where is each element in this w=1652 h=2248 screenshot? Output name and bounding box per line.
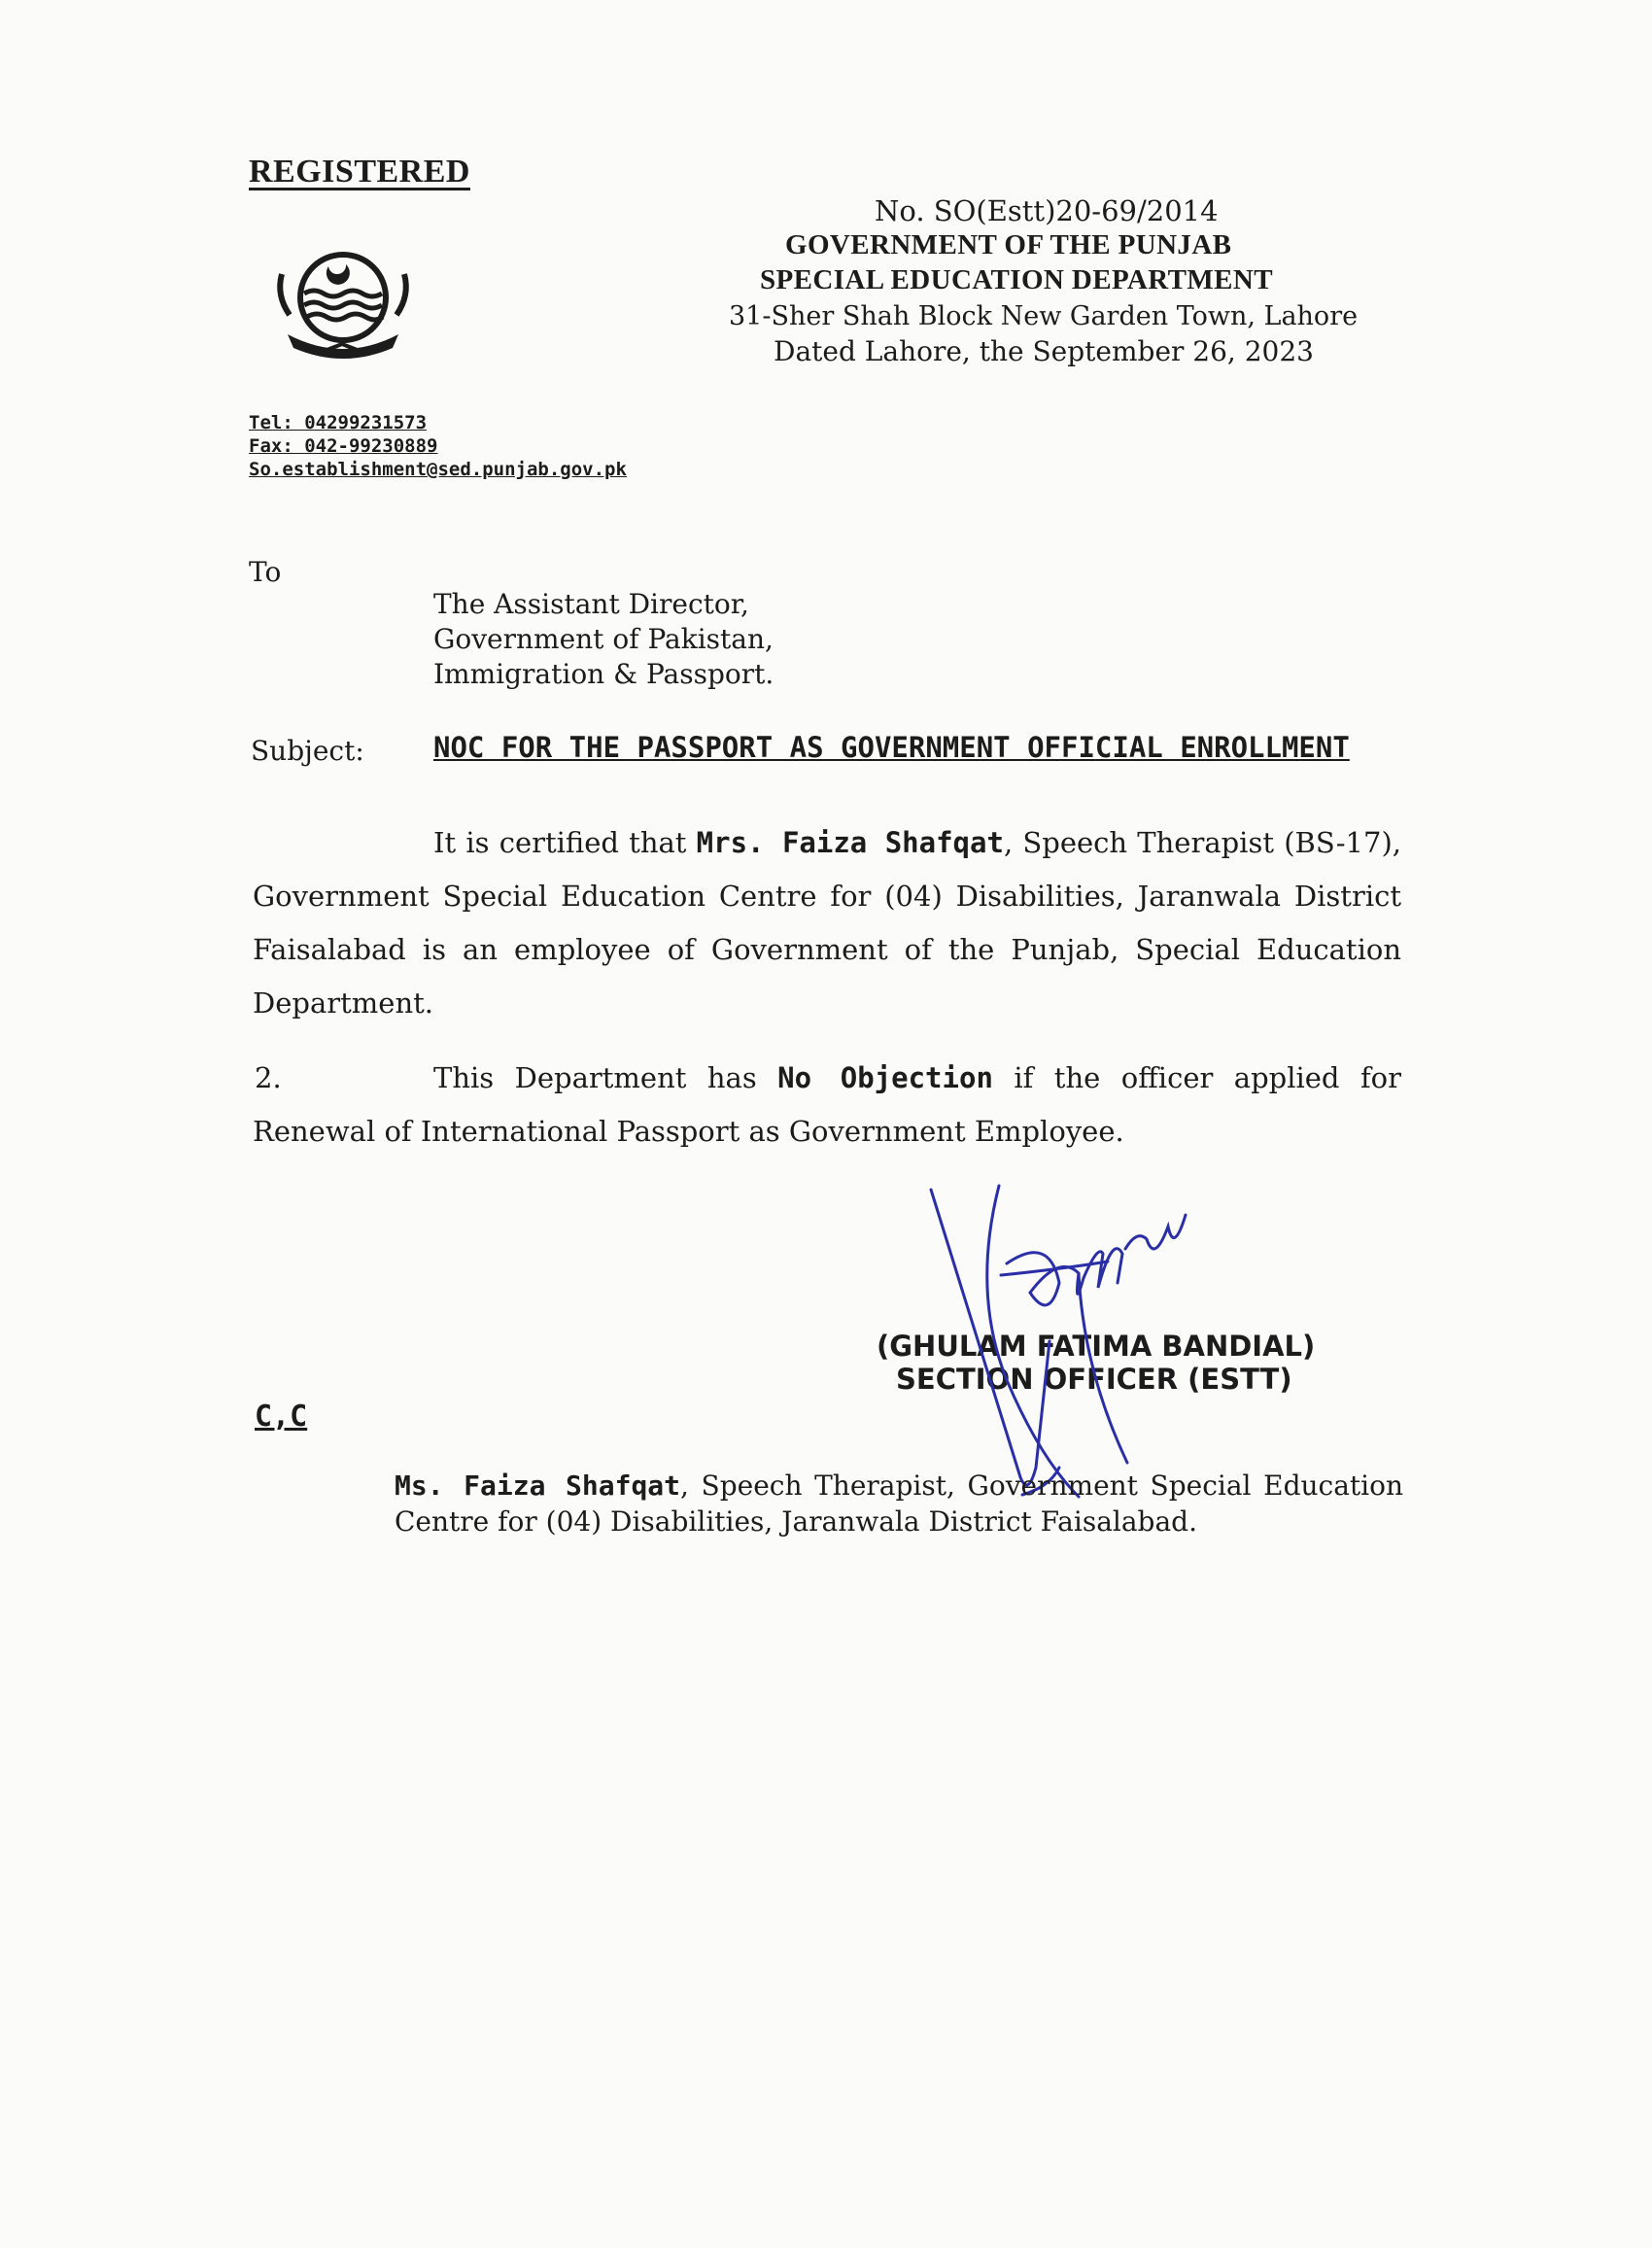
subject-label: Subject: xyxy=(251,735,364,767)
p2-rest: if the officer applied for Renewal of International Passport as Government Employee. xyxy=(253,1061,1401,1148)
p1-start: It is certified that xyxy=(433,826,697,859)
recipient-line-1: The Assistant Director, xyxy=(433,588,749,620)
employee-name: Mrs. Faiza Shafqat xyxy=(696,826,1004,859)
paragraph-2-number: 2. xyxy=(255,1061,282,1094)
signatory-designation: SECTION OFFICER (ESTT) xyxy=(896,1363,1292,1396)
to-label: To xyxy=(249,556,282,588)
punjab-emblem-logo xyxy=(260,237,426,368)
recipient-line-2: Government of Pakistan, xyxy=(433,623,774,655)
email-link[interactable]: So.establishment@sed.punjab.gov.pk xyxy=(249,459,627,480)
cc-label: C,C xyxy=(255,1400,308,1434)
cc-name: Ms. Faiza Shafqat xyxy=(395,1470,681,1502)
government-heading: GOVERNMENT OF THE PUNJAB xyxy=(785,229,1232,260)
no-objection: No Objection xyxy=(777,1061,993,1094)
signatory-name: (GHULAM FATIMA BANDIAL) xyxy=(877,1330,1316,1363)
office-address: 31-Sher Shah Block New Garden Town, Lahore xyxy=(729,301,1359,331)
telephone: Tel: 04299231573 xyxy=(249,412,428,433)
department-heading: SPECIAL EDUCATION DEPARTMENT xyxy=(760,264,1273,295)
fax: Fax: 042-99230889 xyxy=(249,435,438,457)
reference-number: No. SO(Estt)20-69/2014 xyxy=(875,194,1219,227)
recipient-line-3: Immigration & Passport. xyxy=(433,658,774,690)
p1-rest: , Speech Therapist (BS-17), Government Special Education Centre for (04) Disabilities, Jaranwala District Faisalabad is an employee of Government of the Punjab, Special Education Department. xyxy=(253,826,1401,1020)
registered-label: REGISTERED xyxy=(249,154,470,190)
cc-body xyxy=(395,1468,1403,1539)
subject-text: NOC FOR THE PASSPORT AS GOVERNMENT OFFICIAL ENROLLMENT xyxy=(433,731,1350,764)
handwritten-signature xyxy=(913,1176,1234,1506)
letter-date: Dated Lahore, the September 26, 2023 xyxy=(774,335,1314,367)
p2-start: This Department has xyxy=(433,1061,778,1094)
cc-text: , Speech Therapist, Government Special Education Centre for (04) Disabilities, Jaranwala District Faisalabad. xyxy=(395,1470,1403,1538)
paragraph-1 xyxy=(253,816,1401,1030)
paragraph-2 xyxy=(253,1052,1401,1159)
